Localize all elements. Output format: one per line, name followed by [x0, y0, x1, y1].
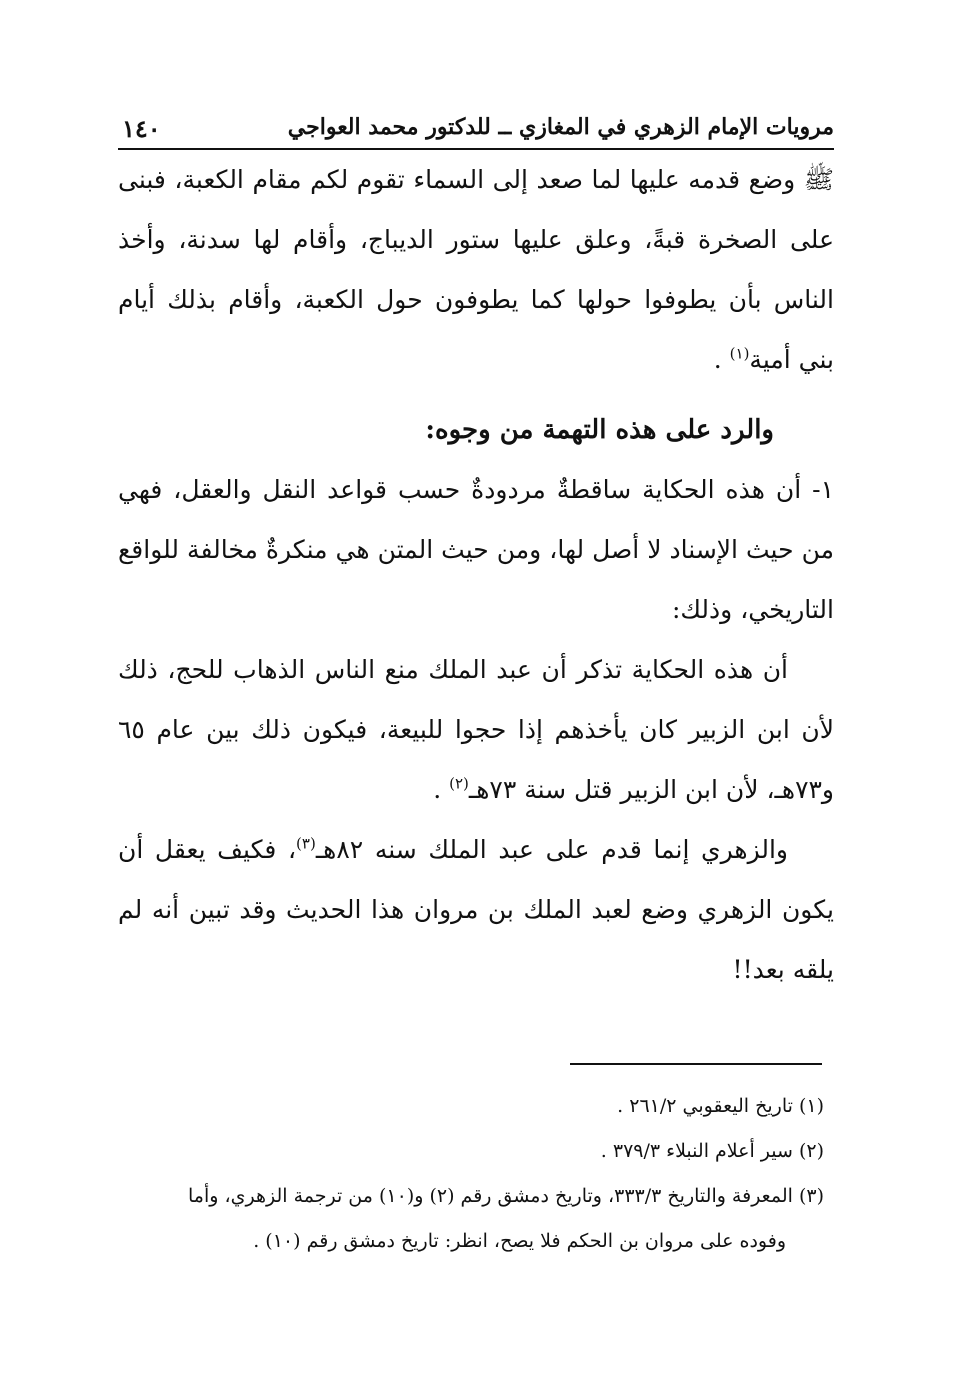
paragraph-2: ١- أن هذه الحكاية ساقطةٌ مردودةٌ حسب قواعد النقل والعقل، فهي من حيث الإسناد لا أصل لها، ومن حيث المتن هي منكرةٌ مخالفة للواقع التاريخي، وذلك: — [118, 475, 834, 624]
footnote-ref-3: (٣) — [296, 834, 316, 853]
paragraph-3-end: . — [433, 775, 450, 804]
section-heading: والرد على هذه التهمة من وجوه: — [425, 415, 774, 445]
page-number: ١٤٠ — [122, 114, 161, 143]
paragraph-4 — [118, 820, 834, 1000]
running-title: مرويات الإمام الزهري في المغازي ــ للدكتور محمد العواجي — [287, 114, 834, 140]
paragraph-1-text: ﷺ وضع قدمه عليها لما صعد إلى السماء تقوم لكم مقام الكعبة، فبنى على الصخرة قبةً، وعلق عليها ستور الديباج، وأقام لها سدنة، وأخذ الناس بأن يطوفوا حولها كما يطوفون حول الكعبة، وأقام بذلك أيام بني أمية — [118, 165, 834, 374]
paragraph-1 — [118, 150, 834, 390]
footnotes — [110, 1084, 824, 1264]
main-text — [118, 150, 834, 1000]
paragraph-3-text: أن هذه الحكاية تذكر أن عبد الملك منع الناس الذهاب للحج، ذلك لأن ابن الزبير كان يأخذهم إذا حجوا للبيعة، فيكون ذلك بين عام ٦٥ و٧٣هـ، لأن ابن الزبير قتل سنة ٧٣هـ — [118, 655, 834, 804]
page-header — [118, 112, 834, 150]
footnote-1: (١) تاريخ اليعقوبي ٢٦١/٢ . — [617, 1095, 824, 1117]
footnote-3-continued: وفوده على مروان بن الحكم فلا يصح، انظر: تاريخ دمشق رقم (١٠) . — [253, 1230, 786, 1252]
paragraph-4-text-b: ، فكيف يعقل أن يكون الزهري وضع لعبد الملك بن مروان هذا الحديث وقد تبين أنه لم يلقه بعد!! — [118, 835, 834, 984]
footnote-ref-1: (١) — [729, 344, 750, 363]
paragraph-3 — [118, 640, 834, 820]
paragraph-1-end: . — [713, 345, 730, 374]
footnote-2: (٢) سير أعلام النبلاء ٣٧٩/٣ . — [600, 1140, 824, 1162]
footnote-separator — [570, 1063, 822, 1065]
footnote-3: (٣) المعرفة والتاريخ ٣٣٣/٣، وتاريخ دمشق رقم (٢) و(١٠) من ترجمة الزهري، وأما — [188, 1185, 824, 1207]
footnote-ref-2: (٢) — [449, 774, 469, 793]
paragraph-4-text-a: والزهري إنما قدم على عبد الملك سنه ٨٢هـ — [315, 835, 788, 864]
